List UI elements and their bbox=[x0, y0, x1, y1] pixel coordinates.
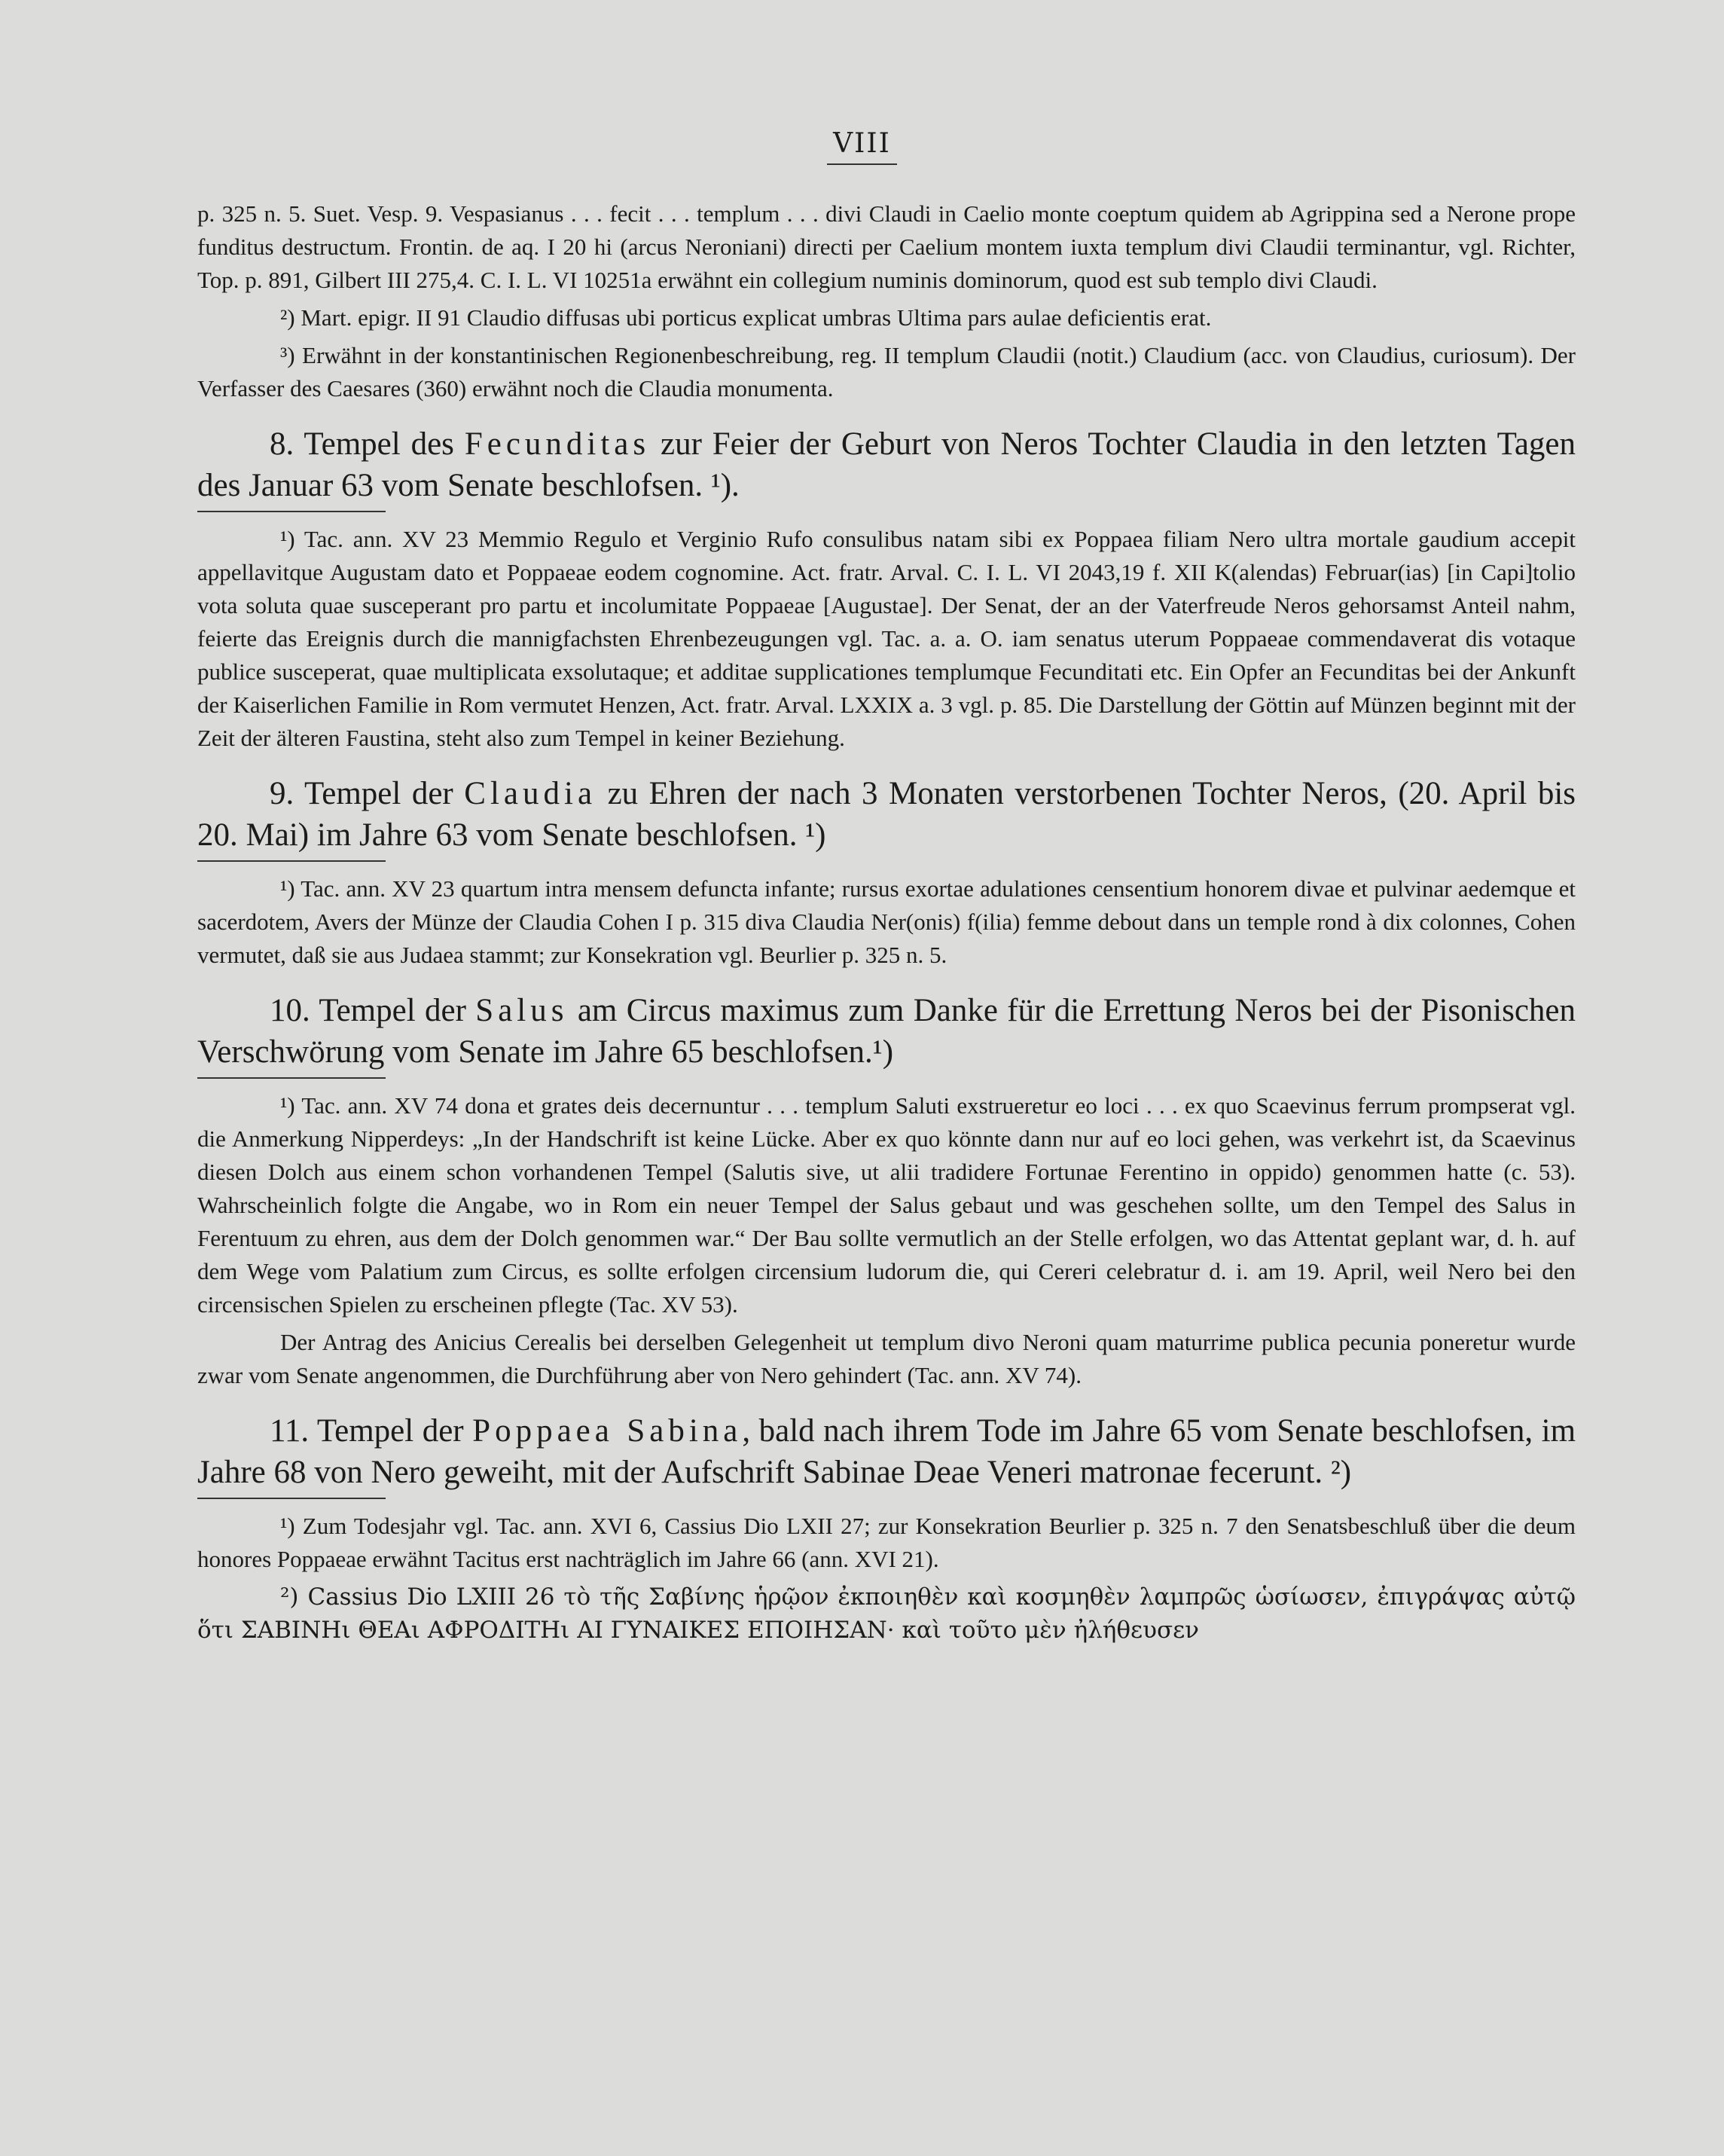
divider bbox=[197, 1077, 386, 1079]
divider bbox=[197, 511, 386, 512]
footnote: Der Antrag des Anicius Cerealis bei derselben Gelegenheit ut templum divo Neroni quam maturrime publica pecunia poneretur wurde zwar vom Senate angenommen, die Durchführung aber von Nero gehindert (Tac. ann. XV 74). bbox=[197, 1329, 1576, 1388]
footnote: ²) Mart. epigr. II 91 Claudio diffusas ubi porticus explicat umbras Ultima pars aulae deficientis erat. bbox=[280, 304, 1212, 331]
page-number: VIII bbox=[0, 128, 1724, 159]
section-heading-11: 11. Tempel der Poppaea Sabina, bald nach ihrem Tode im Jahre 65 vom Senate beschlofsen, im Jahre 68 von Nero geweiht, mit der Aufschrift Sabinae Deae Veneri matronae fecerunt. ²) bbox=[197, 1413, 1576, 1490]
footnote: ³) Erwähnt in der konstantinischen Regionenbeschreibung, reg. II templum Claudii (notit.) Claudium (acc. von Claudius, curiosum). Der Verfasser des Caesares (360) erwähnt noch die Claudia monumenta. bbox=[197, 342, 1576, 402]
divider bbox=[197, 1498, 386, 1499]
footnote: ¹) Tac. ann. XV 23 Memmio Regulo et Verginio Rufo consulibus natam sibi ex Poppaea filiam Nero ultra mortale gaudium accepit appellavitque Augustam dato et Poppaeae eodem cognomine. Act. fratr. Arval. C. I. L. VI 2043,19 f. XII K(alendas) Februar(ias) [in Capi]tolio vota soluta quae susceperant pro partu et incolumitate Poppaeae [Augustae]. Der Senat, der an der Vaterfreude Neros gehorsamst Anteil nahm, feierte das Ereignis durch die mannigfachsten Ehrenbezeugungen vgl. Tac. a. a. O. iam senatus uterum Poppaeae commendaverat dis votaque publice susceperat, quae multiplicata exsolutaque; et additae supplicationes templumque Fecunditati etc. Ein Opfer an Fecunditas bei der Ankunft der Kaiserlichen Familie in Rom vermutet Henzen, Act. fratr. Arval. LXXIX a. 3 vgl. p. 85. Die Darstellung der Göttin auf Münzen beginnt mit der Zeit der älteren Faustina, steht also zum Tempel in keiner Beziehung. bbox=[197, 526, 1576, 751]
footnote: p. 325 n. 5. Suet. Vesp. 9. Vespasianus . . . fecit . . . templum . . . divi Claudi in Caelio monte coeptum quidem ab Agrippina sed a Nerone prope funditus destructum. Frontin. de aq. I 20 hi (arcus Neroniani) directi per Caelium montem iuxta templum divi Claudii terminantur, vgl. Richter, Top. p. 891, Gilbert III 275,4. C. I. L. VI 10251a erwähnt ein collegium numinis dominorum, quod est sub templo divi Claudi. bbox=[197, 200, 1576, 293]
page-body bbox=[197, 197, 1576, 1651]
footnote: ¹) Tac. ann. XV 74 dona et grates deis decernuntur . . . templum Saluti exstrueretur eo loci . . . ex quo Scaevinus ferrum prompserat vgl. die Anmerkung Nipperdeys: „In der Handschrift ist keine Lücke. Aber ex quo könnte dann nur auf eo loci gehen, was verkehrt ist, da Scaevinus diesen Dolch aus einem schon vorhandenen Tempel (Salutis sive, ut alii tradidere Fortunae Ferentino in oppido) genommen hatte (c. 53). Wahrscheinlich folgte die Angabe, wo in Rom ein neuer Tempel der Salus gebaut und was geschehen sollte, um den Tempel des Salus in Ferentuum zu ehren, aus dem der Dolch genommen war.“ Der Bau sollte vermutlich an der Stelle erfolgen, wo das Attentat geplant war, d. h. auf dem Wege vom Palatium zum Circus, es sollte erfolgen circensium ludorum die, qui Cereri celebratur d. i. am 19. April, weil Nero bei den circensischen Spielen zu erscheinen pflegte (Tac. XV 53). bbox=[197, 1092, 1576, 1318]
footnote: ¹) Zum Todesjahr vgl. Tac. ann. XVI 6, Cassius Dio LXII 27; zur Konsekration Beurlier p. 325 n. 7 den Senatsbeschluß über die deum honores Poppaeae erwähnt Tacitus erst nachträglich im Jahre 66 (ann. XVI 21). bbox=[197, 1513, 1576, 1572]
section-heading-8: 8. Tempel des Fecunditas zur Feier der Geburt von Neros Tochter Claudia in den letzten Tagen des Januar 63 vom Senate beschlofsen. ¹). bbox=[197, 426, 1576, 503]
divider bbox=[197, 860, 386, 862]
footnote: ¹) Tac. ann. XV 23 quartum intra mensem defuncta infante; rursus exortae adulationes censentium honorem divae et pulvinar aedemque et sacerdotem, Avers der Münze der Claudia Cohen I p. 315 diva Claudia Ner(onis) f(ilia) femme debout dans un temple rond à dix colonnes, Cohen vermutet, daß sie aus Judaea stammt; zur Konsekration vgl. Beurlier p. 325 n. 5. bbox=[197, 875, 1576, 968]
section-heading-9: 9. Tempel der Claudia zu Ehren der nach 3 Monaten verstorbenen Tochter Neros, (20. April bis 20. Mai) im Jahre 63 vom Senate beschlofsen. ¹) bbox=[197, 776, 1576, 853]
section-heading-10: 10. Tempel der Salus am Circus maximus zum Danke für die Errettung Neros bei der Pisonischen Verschwörung vom Senate im Jahre 65 beschlofsen.¹) bbox=[197, 993, 1576, 1070]
footnote: ²) Cassius Dio LXIII 26 τὸ τῆς Σαβίνης ἡρῷον ἐκποιηθὲν καὶ κοσμηθὲν λαμπρῶς ὡσίωσεν, ἐπιγράψας αὐτῷ ὅτι ΣΑΒΙΝΗι ΘΕΑι ΑΦΡΟΔΙΤΗι ΑΙ ΓΥΝΑΙΚΕΣ ΕΠΟΙΗΣΑΝ· καὶ τοῦτο μὲν ἠλήθευσεν bbox=[197, 1583, 1576, 1644]
